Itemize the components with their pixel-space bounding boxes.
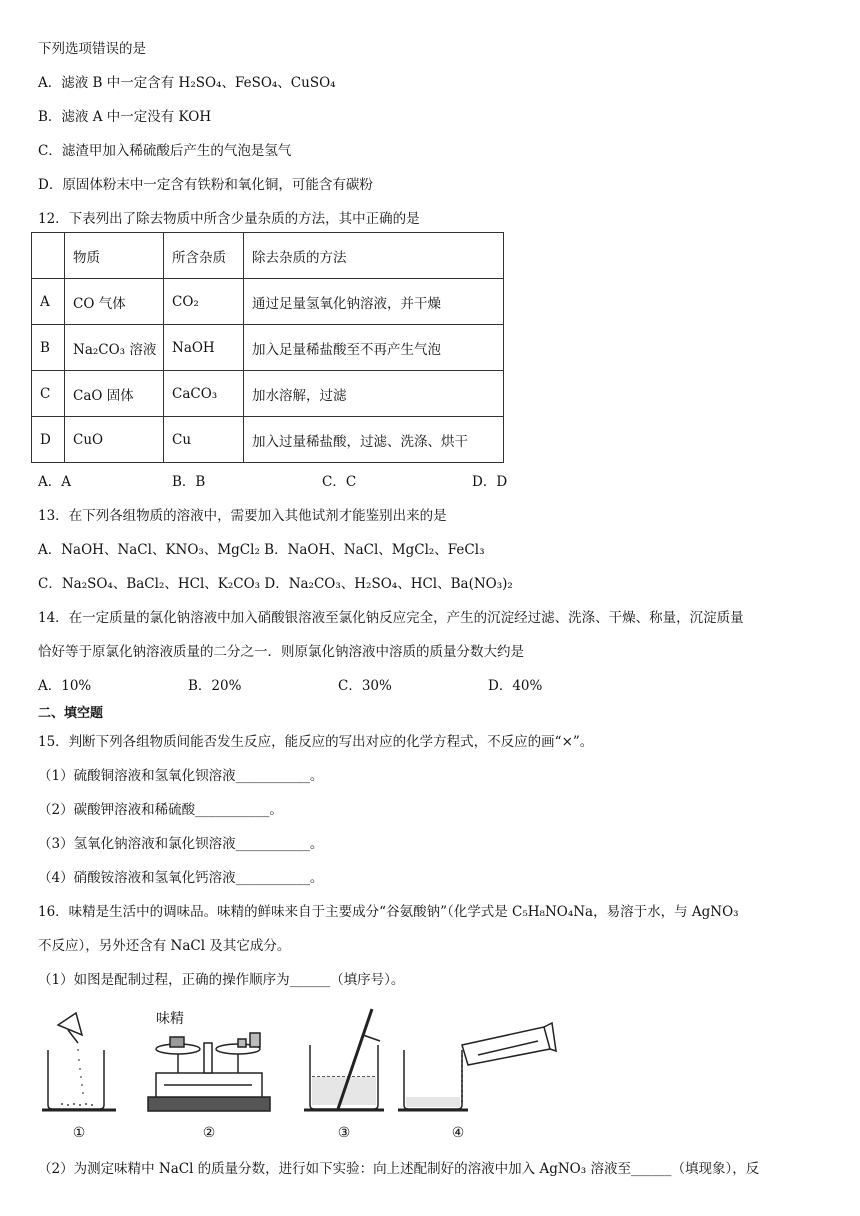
table-header-cell: 除去杂质的方法 bbox=[244, 233, 504, 279]
table-cell: 通过足量氢氧化钠溶液，并干燥 bbox=[244, 279, 504, 325]
table-cell: Cu bbox=[164, 417, 244, 463]
pour-solid-beaker bbox=[42, 1013, 116, 1110]
table-cell: CuO bbox=[65, 417, 164, 463]
q16-stem-2: 不反应），另外还含有 NaCl 及其它成分。 bbox=[38, 938, 291, 954]
step-number: ④ bbox=[451, 1125, 465, 1141]
q13-options-cd: C．Na₂SO₄、BaCl₂、HCl、K₂CO₃ D．Na₂CO₃、H₂SO₄、HCl、Ba(NO₃)₂ bbox=[38, 576, 513, 592]
step-number: ③ bbox=[337, 1125, 351, 1141]
q14-option: D．40% bbox=[488, 678, 543, 694]
q11-option-c: C．滤渣甲加入稀硫酸后产生的气泡是氢气 bbox=[38, 143, 292, 159]
q15-item-4: （4）硝酸铵溶液和氢氧化钙溶液___________。 bbox=[38, 870, 324, 886]
q14-option: C．30% bbox=[338, 678, 392, 694]
q11-option-b: B．滤液 A 中一定没有 KOH bbox=[38, 109, 212, 125]
q12-option: D．D bbox=[472, 474, 508, 490]
table-cell: 加入足量稀盐酸至不再产生气泡 bbox=[244, 325, 504, 371]
table-cell: D bbox=[32, 417, 65, 463]
table-cell: Na₂CO₃ 溶液 bbox=[65, 325, 164, 371]
table-cell: CO 气体 bbox=[65, 279, 164, 325]
table-header-cell: 物质 bbox=[65, 233, 164, 279]
q11-option-a: A．滤液 B 中一定含有 H₂SO₄、FeSO₄、CuSO₄ bbox=[38, 75, 336, 91]
q12-options bbox=[38, 470, 507, 490]
q14-options bbox=[38, 674, 542, 694]
table-header-cell bbox=[32, 233, 65, 279]
graduated-cylinder-pour bbox=[398, 1023, 556, 1110]
q14-stem-1: 14．在一定质量的氯化钠溶液中加入硝酸银溶液至氯化钠反应完全，产生的沉淀经过滤、洗涤、干燥、称量，沉淀质量 bbox=[38, 610, 744, 626]
section-heading: 二、填空题 bbox=[38, 706, 104, 721]
q16-sub-2: （2）为测定味精中 NaCl 的质量分数，进行如下实验：向上述配制好的溶液中加入 AgNO₃ 溶液至______（填现象），反 bbox=[38, 1161, 760, 1177]
table-row bbox=[32, 371, 504, 417]
table-row bbox=[32, 279, 504, 325]
q14-option: B．20% bbox=[188, 678, 242, 694]
table-cell: B bbox=[32, 325, 65, 371]
table-cell: CO₂ bbox=[164, 279, 244, 325]
table-cell: 加入过量稀盐酸，过滤、洗涤、烘干 bbox=[244, 417, 504, 463]
table-header-cell: 所含杂质 bbox=[164, 233, 244, 279]
stirring-beaker bbox=[304, 1009, 384, 1110]
q15-item-2: （2）碳酸钾溶液和稀硫酸___________。 bbox=[38, 802, 283, 818]
table-cell: C bbox=[32, 371, 65, 417]
weigh-label: 味精 bbox=[156, 1011, 184, 1027]
q14-option: A．10% bbox=[38, 678, 92, 694]
lab-procedure-figure bbox=[38, 1005, 598, 1145]
step-number: ② bbox=[202, 1125, 216, 1141]
q12-option: C．C bbox=[322, 474, 357, 490]
table-cell: NaOH bbox=[164, 325, 244, 371]
table-row bbox=[32, 325, 504, 371]
q16-sub-1: （1）如图是配制过程，正确的操作顺序为______（填序号）。 bbox=[38, 972, 405, 988]
balance-scale bbox=[148, 1033, 270, 1111]
step-number: ① bbox=[72, 1125, 86, 1141]
table-cell: CaO 固体 bbox=[65, 371, 164, 417]
q14-stem-2: 恰好等于原氯化钠溶液质量的二分之一．则原氯化钠溶液中溶质的质量分数大约是 bbox=[38, 644, 524, 660]
table-row bbox=[32, 417, 504, 463]
q15-stem: 15．判断下列各组物质间能否发生反应，能反应的写出对应的化学方程式，不反应的画“×”。 bbox=[38, 734, 594, 750]
q13-options-ab: A．NaOH、NaCl、KNO₃、MgCl₂ B．NaOH、NaCl、MgCl₂、FeCl₃ bbox=[38, 542, 485, 558]
q12-option: A．A bbox=[38, 474, 71, 490]
q11-option-d: D．原固体粉末中一定含有铁粉和氧化铜，可能含有碳粉 bbox=[38, 177, 373, 193]
q12-option: B．B bbox=[172, 474, 206, 490]
q15-item-3: （3）氢氧化钠溶液和氯化钡溶液___________。 bbox=[38, 836, 324, 852]
q12-stem: 12．下表列出了除去物质中所含少量杂质的方法，其中正确的是 bbox=[38, 211, 420, 227]
table-cell: CaCO₃ bbox=[164, 371, 244, 417]
q13-stem: 13．在下列各组物质的溶液中，需要加入其他试剂才能鉴别出来的是 bbox=[38, 508, 447, 524]
table-cell: 加水溶解，过滤 bbox=[244, 371, 504, 417]
lab-procedure-drawing bbox=[38, 1005, 598, 1145]
q16-stem-1: 16．味精是生活中的调味品。味精的鲜味来自于主要成分“谷氨酸钠”（化学式是 C₅H₈NO₄Na，易溶于水，与 AgNO₃ bbox=[38, 904, 739, 920]
q15-item-1: （1）硫酸铜溶液和氢氧化钡溶液___________。 bbox=[38, 768, 324, 784]
intro-text: 下列选项错误的是 bbox=[38, 41, 146, 57]
table-cell: A bbox=[32, 279, 65, 325]
q12-table bbox=[31, 232, 504, 463]
table-header-row bbox=[32, 233, 504, 279]
